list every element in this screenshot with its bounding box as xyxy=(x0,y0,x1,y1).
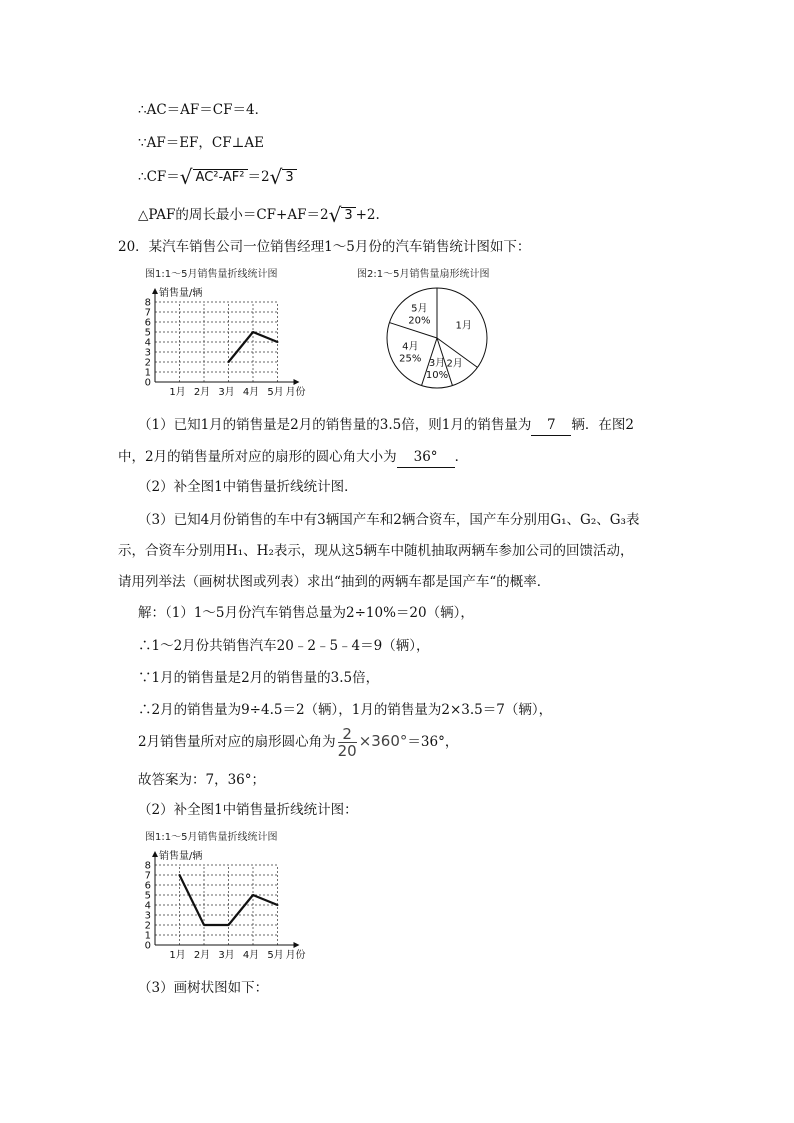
solution-line-7: （2）补全图1中销售量折线统计图： xyxy=(138,802,358,818)
series-segment xyxy=(253,332,278,342)
pie-slice-label: 3月 xyxy=(428,358,446,369)
solution-line-5-prefix: 2月销售量所对应的扇形圆心角为 xyxy=(138,734,336,750)
chart-title: 图1:1～5月销售量折线统计图 xyxy=(145,269,278,280)
series-segment xyxy=(253,895,278,905)
data-point xyxy=(179,874,181,876)
x-tick-label: 1月 xyxy=(169,387,186,398)
chart-title: 图1:1～5月销售量折线统计图 xyxy=(145,832,278,843)
data-point xyxy=(277,904,279,906)
data-point xyxy=(252,331,254,333)
q1-line-1 xyxy=(138,415,634,436)
proof-line-3-prefix: ∴CF＝ xyxy=(138,169,180,185)
pie-slice-percent: 25% xyxy=(399,353,422,365)
y-tick-label: 7 xyxy=(144,307,151,319)
x-axis-label: 月份 xyxy=(285,950,306,961)
series-segment xyxy=(229,332,254,362)
q2-line: （2）补全图1中销售量折线统计图． xyxy=(138,479,358,495)
x-tick-label: 2月 xyxy=(193,387,211,398)
solution-line-8: （3）画树状图如下： xyxy=(138,980,269,996)
figure1-line-chart xyxy=(135,265,325,400)
q3-line-2: 示，合资车分别用H₁、H₂表示，现从这5辆车中随机抽取两辆车参加公司的回馈活动， xyxy=(118,543,634,559)
y-tick-label: 8 xyxy=(144,297,151,309)
y-tick-label: 3 xyxy=(144,910,151,922)
fraction xyxy=(338,726,357,759)
series-segment xyxy=(229,895,254,925)
radicand-3b: 3 xyxy=(341,207,355,223)
y-tick-label: 5 xyxy=(144,890,151,902)
radicand-3: 3 xyxy=(282,169,296,185)
x-tick-label: 1月 xyxy=(169,950,186,961)
solution-line-4: ∴2月的销售量为9÷4.5＝2（辆），1月的销售量为2×3.5＝7（辆）， xyxy=(138,702,553,718)
sqrt-expression: √ AC²-AF² xyxy=(180,167,248,188)
data-point xyxy=(277,341,279,343)
proof-line-4: △PAF的周长最小＝CF+AF＝2√ 3 +2. xyxy=(138,203,380,227)
y-axis-arrow xyxy=(152,288,158,294)
y-tick-label: 4 xyxy=(144,337,151,349)
y-tick-label: 5 xyxy=(144,327,151,339)
data-point xyxy=(228,361,230,363)
pie-slice-percent: 20% xyxy=(408,315,431,327)
radicand: AC²-AF² xyxy=(193,169,248,185)
x-tick-label: 5月 xyxy=(267,950,284,961)
q3-line-1: （3）已知4月份销售的车中有3辆国产车和2辆合资车，国产车分别用G₁、G₂、G₃表 xyxy=(138,512,640,528)
y-tick-label: 0 xyxy=(144,940,151,952)
y-tick-label: 2 xyxy=(144,920,151,932)
proof-line-4-prefix: △PAF的周长最小＝CF+AF＝2 xyxy=(138,207,329,223)
x-axis-label: 月份 xyxy=(285,387,306,398)
x-axis-arrow xyxy=(294,942,300,948)
pie-slice-label: 1月 xyxy=(455,320,472,332)
y-tick-label: 4 xyxy=(144,900,151,912)
proof-line-3: ∴CF＝√ AC²-AF² ＝2√ 3 xyxy=(138,167,297,188)
figure2-pie-chart xyxy=(355,265,525,395)
times-360: ×360° xyxy=(358,732,408,750)
y-tick-label: 0 xyxy=(144,377,151,389)
x-tick-label: 3月 xyxy=(218,387,235,398)
answer-blank-2: 36° xyxy=(397,447,455,468)
y-tick-label: 1 xyxy=(144,367,151,379)
pie-slice-label: 2月 xyxy=(446,358,463,370)
proof-line-2: ∵AF＝EF，CF⊥AE xyxy=(138,135,264,151)
y-tick-label: 6 xyxy=(144,880,151,892)
series-segment xyxy=(180,875,205,925)
pie-slice-label: 5月 xyxy=(411,303,428,315)
x-tick-label: 5月 xyxy=(267,387,284,398)
q3-line-3: 请用列举法（画树状图或列表）求出“抽到的两辆车都是国产车“的概率． xyxy=(118,574,551,590)
x-tick-label: 4月 xyxy=(242,387,260,398)
data-point xyxy=(228,924,230,926)
q1-text-d: ． xyxy=(454,449,469,465)
q1-text-b: 辆．在图2 xyxy=(571,417,634,433)
solution-line-2: ∴1～2月份共销售汽车20﹣2﹣5﹣4＝9（辆）， xyxy=(138,638,430,654)
y-axis-arrow xyxy=(152,851,158,857)
y-axis-label: 销售量/辆 xyxy=(159,851,203,862)
q1-line-2 xyxy=(118,447,468,468)
completed-line-chart xyxy=(135,828,325,963)
pie-slice-percent: 10% xyxy=(425,370,449,381)
chart-title: 图2:1～5月销售量扇形统计图 xyxy=(357,269,490,280)
data-point xyxy=(252,894,254,896)
y-tick-label: 7 xyxy=(144,870,151,882)
solution-line-3: ∵1月的销售量是2月的销售量的3.5倍， xyxy=(138,670,380,686)
y-tick-label: 6 xyxy=(144,317,151,329)
solution-line-5-suffix: ＝36°， xyxy=(407,734,459,750)
x-axis-arrow xyxy=(294,379,300,385)
y-axis-label: 销售量/辆 xyxy=(159,288,203,299)
y-tick-label: 1 xyxy=(144,930,151,942)
solution-line-6: 故答案为：7，36°； xyxy=(138,772,266,788)
data-point xyxy=(203,924,205,926)
x-tick-label: 3月 xyxy=(218,950,235,961)
fraction-denominator: 20 xyxy=(337,742,357,760)
proof-line-3-mid: ＝2 xyxy=(247,169,270,185)
problem-title: 20．某汽车销售公司一位销售经理1～5月份的汽车销售统计图如下： xyxy=(118,239,531,255)
solution-line-1: 解：（1）1～5月份汽车销售总量为2÷10%＝20（辆）， xyxy=(138,605,474,621)
q1-text-c: 中，2月的销售量所对应的扇形的圆心角大小为 xyxy=(118,449,397,465)
y-tick-label: 2 xyxy=(144,357,151,369)
x-tick-label: 2月 xyxy=(193,950,211,961)
proof-line-4-suffix: +2. xyxy=(355,207,380,223)
q1-text-a: （1）已知1月的销售量是2月的销售量的3.5倍，则1月的销售量为 xyxy=(138,417,532,433)
x-tick-label: 4月 xyxy=(242,950,260,961)
answer-blank-1: 7 xyxy=(531,415,571,436)
solution-line-5 xyxy=(138,724,458,759)
pie-slice-label: 4月 xyxy=(402,341,419,353)
fraction-numerator: 2 xyxy=(338,726,357,743)
proof-line-1: ∴AC＝AF＝CF＝4． xyxy=(138,102,269,118)
y-tick-label: 8 xyxy=(144,860,151,872)
y-tick-label: 3 xyxy=(144,347,151,359)
